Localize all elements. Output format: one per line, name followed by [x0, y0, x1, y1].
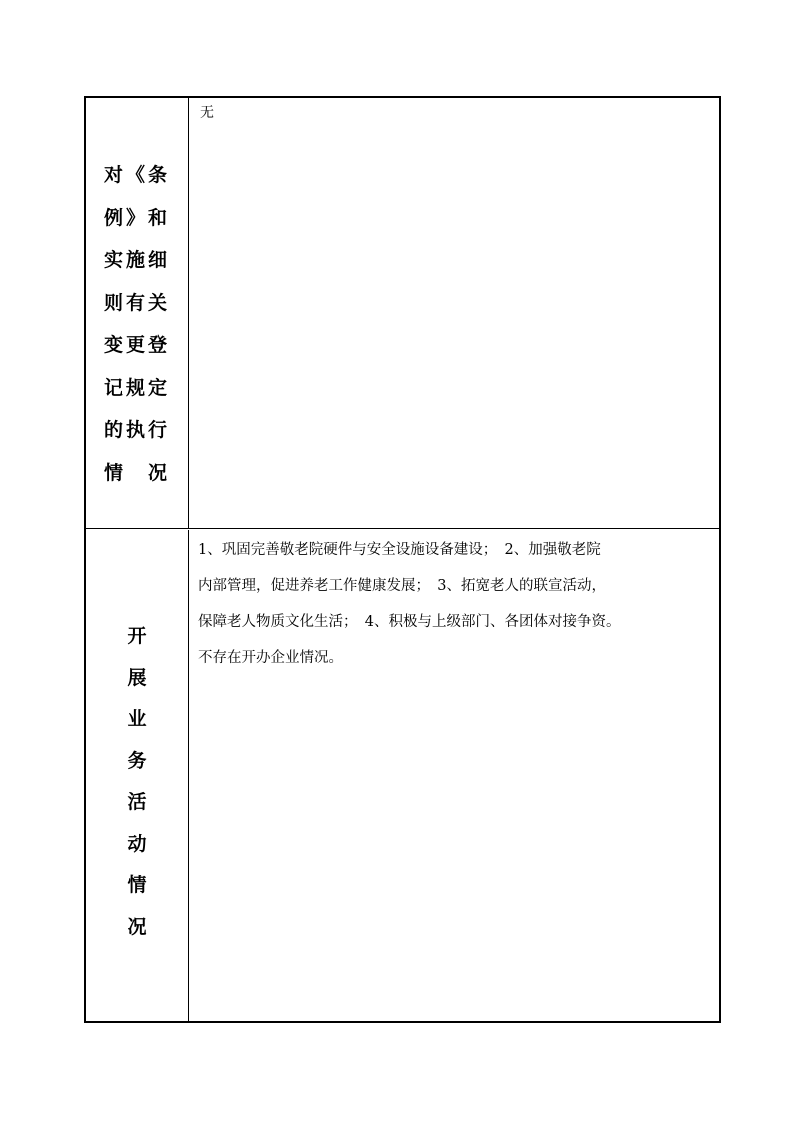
row-label-cell: [86, 530, 189, 1021]
label-char: 开: [127, 625, 147, 647]
label-char: 业: [127, 708, 147, 730]
business-activities-label: [86, 616, 188, 948]
content-line: 不存在开办企业情况。: [198, 650, 343, 666]
table-row-business-activities: [86, 530, 719, 1021]
business-activities-content: [198, 532, 715, 676]
content-line: 1、巩固完善敬老院硬件与安全设施设备建设； 2、加强敬老院: [198, 542, 601, 558]
row-content-cell: [190, 530, 719, 1021]
label-char: 动: [127, 832, 147, 855]
content-line: 保障老人物质文化生活； 4、积极与上级部门、各团体对接争资。: [198, 614, 621, 630]
change-registration-content: 无: [200, 105, 214, 121]
label-char: 务: [127, 749, 147, 772]
content-line: 内部管理，促进养老工作健康发展； 3、拓宽老人的联宣活动，: [198, 578, 606, 594]
label-char: 展: [127, 666, 147, 689]
table-row-change-registration: [86, 98, 719, 529]
label-char: 活: [127, 791, 147, 813]
label-char: 情: [127, 874, 147, 896]
row-content-cell: [190, 98, 719, 528]
report-form-table: [84, 96, 721, 1023]
row-label-cell: [86, 98, 189, 528]
change-registration-label: 对《条例》和实施细则有关变更登记规定的执行情 况: [104, 164, 171, 484]
label-char: 况: [127, 915, 147, 938]
